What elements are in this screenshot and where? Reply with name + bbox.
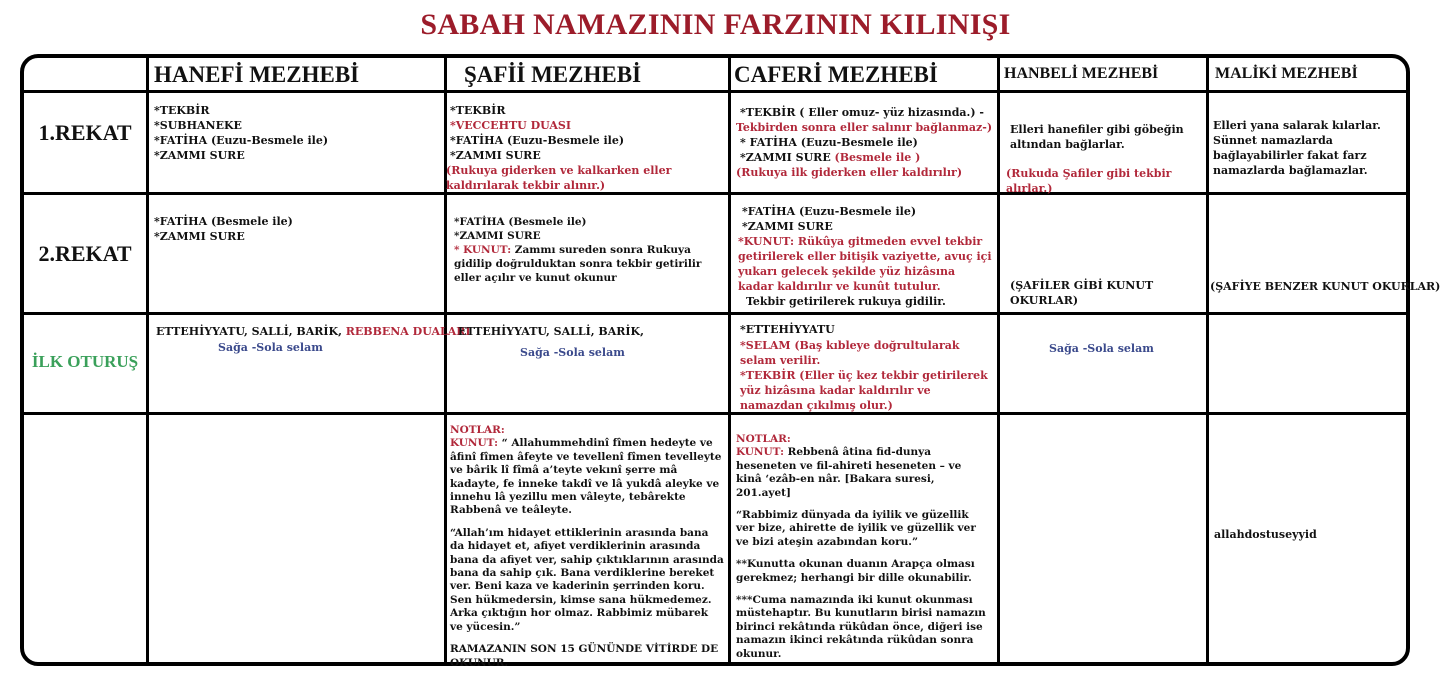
text-note: *TEKBİR (Eller üç kez tekbir getirilerek yüz hizâsına kadar kaldırılır ve namazdan çıkılmış olur.) (740, 369, 988, 412)
text-line: Sağa -Sola selam (520, 346, 625, 359)
row-label-rekat2: 2.REKAT (38, 241, 132, 266)
rekat1-hanefi (154, 103, 439, 163)
rekat1-hanbeli (1006, 122, 1200, 196)
ilk-oturus-safii (458, 324, 723, 360)
row-divider (24, 312, 1406, 315)
text-note: (Rukuda Şafiler gibi tekbir alırlar.) (1006, 167, 1172, 195)
text-line: Elleri hanefiler gibi göbeğin altından bağlarlar. (1010, 123, 1184, 151)
text-note: (Rukuya giderken ve kalkarken eller kaldırılarak tekbir alınır.) (446, 164, 672, 192)
text-line: *VECCEHTU DUASI (450, 119, 571, 132)
kunut-label: KUNUT: (450, 437, 498, 450)
text-line: *ZAMMI SURE (154, 149, 245, 162)
row-label-ilk-oturus: İLK OTURUŞ (31, 352, 139, 371)
text-line: ETTEHİYYATU, SALLİ, BARİK, (156, 325, 346, 338)
rekat1-safii (446, 103, 722, 193)
text-line: (Rukuya ilk giderken eller kaldırılır) (736, 166, 963, 179)
kunut-label: KUNUT: (736, 446, 784, 459)
column-divider (444, 58, 447, 662)
rekat2-maliki: (ŞAFİYE BENZER KUNUT OKURLAR) (1210, 280, 1440, 293)
text-line: REBBENA DUALARI (345, 325, 471, 338)
rekat2-hanefi (154, 214, 439, 244)
text-line: *FATİHA (Euzu-Besmele ile) (154, 134, 329, 147)
text-line: **Kunutta okunan duanın Arapça olması gerekmez; herhangi bir dille okunabilir. (736, 558, 975, 584)
header-safii: ŞAFİİ MEZHEBİ (464, 62, 642, 87)
header-maliki: MALİKİ MEZHEBİ (1215, 65, 1358, 82)
header-hanefi: HANEFİ MEZHEBİ (154, 62, 360, 87)
text-line: *TEKBİR (154, 104, 210, 117)
rekat2-hanbeli: (ŞAFİLER GİBİ KUNUT OKURLAR) (1010, 279, 1154, 307)
text-line: Tekbir getirilerek rukuya gidilir. (746, 295, 946, 308)
text-line: *ETTEHİYYATU (740, 323, 835, 336)
text-line: ***Cuma namazında iki kunut okunması müstehaptır. Bu kunutların birisi namazın birinci rekâtında rükûdan önce, diğeri ise namazın ikinci rekâtında rükûdan sonra okunur. (736, 594, 986, 660)
notes-safii (450, 424, 724, 670)
text-line: ETTEHİYYATU, SALLİ, BARİK, (458, 325, 644, 338)
notes-maliki-signature: allahdostuseyyid (1214, 528, 1317, 541)
column-divider (997, 58, 1000, 662)
text-line: *TEKBİR ( Eller omuz- yüz hizasında.) - (740, 106, 984, 119)
text-line: Rebbenâ âtina fid-dunya heseneten ve fil-ahireti heseneten – ve kinâ ‘ezâb-en nâr. [Bakara suresi, 201.ayet] (736, 446, 962, 499)
column-divider (146, 58, 149, 662)
comparison-table (20, 54, 1440, 669)
text-line: *TEKBİR (450, 104, 506, 117)
text-line: *ZAMMI SURE (450, 149, 541, 162)
header-caferi: CAFERİ MEZHEBİ (734, 62, 938, 87)
text-line: Tekbirden sonra eller salınır bağlanmaz-) (736, 121, 993, 134)
rekat2-caferi (738, 204, 992, 309)
text-line: *FATİHA (Besmele ile) (154, 215, 293, 228)
notes-caferi (736, 433, 990, 661)
text-line: *SUBHANEKE (154, 119, 242, 132)
text-line: *ZAMMI SURE (154, 230, 245, 243)
text-line: RAMAZANIN SON 15 GÜNÜNDE VİTİRDE DE OKUNUR. (450, 643, 719, 669)
text-line: Sağa -Sola selam (218, 341, 323, 354)
text-line: “Allah’ım hidayet ettiklerinin arasında bana da hidayet et, afiyet verdiklerinin arasında bana da afiyet ver, sahip çıktıklarının arasında bana da sahip çık. Bana verdiklerine bereket ver. Beni kaza ve kaderinin şerrinden koru. Sen hükmedersin, kimse sana hükmedemez. Arka çıktığın hor olmaz. Rabbimiz mübarek ve yücesin.” (450, 526, 724, 633)
text-note: *KUNUT: Rükûya gitmeden evvel tekbir getirilerek eller bitişik vaziyette, avuç içi yukarı gelecek şekilde yüz hizâsına kadar kaldırılır ve kunût tutulur. (738, 235, 992, 293)
row-label-rekat1: 1.REKAT (38, 120, 132, 145)
column-divider (1206, 58, 1209, 662)
text-line: *FATİHA (Euzu-Besmele ile) (450, 134, 625, 147)
text-line: *FATİHA (Besmele ile) (454, 216, 587, 228)
text-line: *ZAMMI SURE (742, 220, 833, 233)
ilk-oturus-caferi (732, 322, 994, 413)
row-divider (24, 412, 1406, 415)
text-line: *FATİHA (Euzu-Besmele ile) (742, 205, 917, 218)
rekat1-caferi (736, 105, 992, 180)
ilk-oturus-hanefi (156, 324, 471, 355)
rekat2-safii (454, 215, 722, 285)
text-note: *SELAM (Baş kıbleye doğrultularak selam verilir. (740, 339, 960, 367)
text-line: Zammı sureden sonra Rukuya gidilip doğrulduktan sonra tekbir getirilir eller açılır ve kunut okunur (454, 244, 702, 284)
text-line: *ZAMMI SURE (740, 151, 835, 164)
column-divider (728, 58, 731, 662)
text-line: (Besmele ile ) (834, 151, 921, 164)
page-title: SABAH NAMAZININ FARZININ KILINIŞI (420, 8, 1011, 41)
row-divider (24, 90, 1406, 93)
ilk-oturus-hanbeli: Sağa -Sola selam (1049, 342, 1154, 355)
notes-heading: NOTLAR: (736, 433, 791, 445)
text-line: * FATİHA (Euzu-Besmele ile) (740, 136, 918, 149)
notes-heading: NOTLAR: (450, 424, 505, 436)
text-line: “Rabbimiz dünyada da iyilik ve güzellik ver bize, ahirette de iyilik ve güzellik ver ve bizi ateşin azabından koru.” (736, 509, 976, 548)
kunut-label: * KUNUT: (454, 244, 512, 256)
rekat1-maliki: Elleri yana salarak kılarlar. Sünnet namazlarda bağlayabilirler fakat farz namazlarda bağlamazlar. (1213, 119, 1381, 177)
header-hanbeli: HANBELİ MEZHEBİ (1004, 65, 1159, 82)
text-line: “ Allahummehdinî fîmen hedeyte ve âfinî fîmen âfeyte ve tevellenî fîmen tevelleyte ve bârik lî fîmâ a’teyte vekınî şerre mâ kadayte, fe inneke takdî ve lâ yukdâ aleyke ve innehu lâ yezillu men vâleyte, tebârekte Rabbenâ ve teâleyte. (450, 437, 722, 517)
text-line: *ZAMMI SURE (454, 230, 541, 242)
